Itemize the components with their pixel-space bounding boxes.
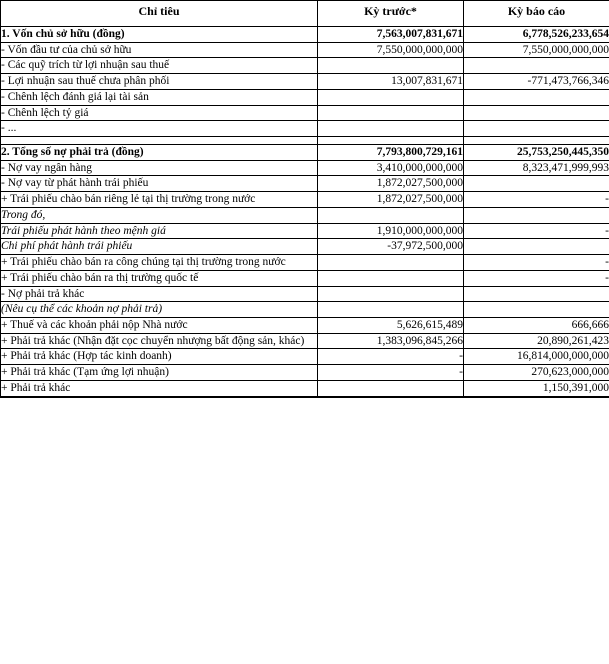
table-row (1, 286, 609, 302)
row-value-current: -771,473,766,346 (464, 74, 609, 90)
row-value-previous (318, 105, 464, 121)
row-value-current (464, 239, 609, 255)
row-label: - Nợ vay ngân hàng (1, 160, 318, 176)
row-label: - Nợ phải trả khác (1, 286, 318, 302)
table-spacer-row (1, 137, 609, 145)
row-label: + Phải trả khác (Nhận đặt cọc chuyển nhượng bất động sản, khác) (1, 333, 318, 349)
column-header-indicator: Chỉ tiêu (1, 1, 318, 27)
row-label: + Phải trả khác (1, 380, 318, 396)
row-value-previous (318, 58, 464, 74)
row-value-previous: -37,972,500,000 (318, 239, 464, 255)
row-value-current: 1,150,391,000 (464, 380, 609, 396)
row-value-previous (318, 286, 464, 302)
table-row (1, 192, 609, 208)
row-value-previous: 7,793,800,729,161 (318, 145, 464, 161)
row-value-current (464, 89, 609, 105)
table-row (1, 255, 609, 271)
bottom-border-cell (1, 396, 318, 397)
row-value-current: 20,890,261,423 (464, 333, 609, 349)
table-row (1, 121, 609, 137)
row-value-current: - (464, 255, 609, 271)
row-label: + Phải trả khác (Tạm ứng lợi nhuận) (1, 365, 318, 381)
row-value-current: 25,753,250,445,350 (464, 145, 609, 161)
row-value-previous: 1,872,027,500,000 (318, 176, 464, 192)
row-value-previous (318, 380, 464, 396)
row-value-current (464, 121, 609, 137)
table-row (1, 302, 609, 318)
row-value-previous (318, 121, 464, 137)
row-label: - Nợ vay từ phát hành trái phiếu (1, 176, 318, 192)
row-label: + Trái phiếu chào bán ra thị trường quốc tế (1, 270, 318, 286)
row-label: 2. Tổng số nợ phải trả (đồng) (1, 145, 318, 161)
row-value-previous: 5,626,615,489 (318, 317, 464, 333)
row-value-previous: 1,383,096,845,266 (318, 333, 464, 349)
table-row (1, 207, 609, 223)
table-row (1, 145, 609, 161)
row-label: + Trái phiếu chào bán ra công chúng tại thị trường trong nước (1, 255, 318, 271)
table-row (1, 58, 609, 74)
row-value-current: 8,323,471,999,993 (464, 160, 609, 176)
row-label: - ... (1, 121, 318, 137)
table-row (1, 239, 609, 255)
row-value-current: - (464, 223, 609, 239)
row-value-previous: 7,550,000,000,000 (318, 42, 464, 58)
table-row (1, 223, 609, 239)
spacer-cell (1, 137, 318, 145)
row-value-previous (318, 270, 464, 286)
table-row (1, 176, 609, 192)
row-value-previous: 3,410,000,000,000 (318, 160, 464, 176)
table-body (1, 27, 609, 398)
row-label: + Trái phiếu chào bán riêng lẻ tại thị trường trong nước (1, 192, 318, 208)
table-bottom-border (1, 396, 609, 397)
row-value-previous: - (318, 365, 464, 381)
row-label: - Chênh lệch tỷ giá (1, 105, 318, 121)
table-row (1, 74, 609, 90)
table-row (1, 270, 609, 286)
row-value-previous: 13,007,831,671 (318, 74, 464, 90)
row-value-previous: 1,910,000,000,000 (318, 223, 464, 239)
row-value-previous (318, 89, 464, 105)
row-value-current: - (464, 192, 609, 208)
row-value-current (464, 207, 609, 223)
row-value-current (464, 286, 609, 302)
row-label: Chi phí phát hành trái phiếu (1, 239, 318, 255)
table-row (1, 349, 609, 365)
table-row (1, 333, 609, 349)
row-value-current (464, 58, 609, 74)
row-value-previous: 7,563,007,831,671 (318, 27, 464, 43)
row-value-previous (318, 255, 464, 271)
row-label: - Chênh lệch đánh giá lại tài sản (1, 89, 318, 105)
table-row (1, 365, 609, 381)
row-value-current: 666,666 (464, 317, 609, 333)
row-value-current: 7,550,000,000,000 (464, 42, 609, 58)
row-value-current (464, 105, 609, 121)
row-value-previous: 1,872,027,500,000 (318, 192, 464, 208)
row-label: Trong đó, (1, 207, 318, 223)
row-value-current: 270,623,000,000 (464, 365, 609, 381)
table-row (1, 380, 609, 396)
row-value-previous (318, 207, 464, 223)
row-value-current: - (464, 270, 609, 286)
table-row (1, 27, 609, 43)
row-label: + Phải trả khác (Hợp tác kinh doanh) (1, 349, 318, 365)
table-row (1, 42, 609, 58)
table-row (1, 160, 609, 176)
row-label: - Lợi nhuận sau thuế chưa phân phối (1, 74, 318, 90)
row-value-current: 6,778,526,233,654 (464, 27, 609, 43)
row-label: - Vốn đầu tư của chủ sở hữu (1, 42, 318, 58)
row-value-current: 16,814,000,000,000 (464, 349, 609, 365)
table-row (1, 105, 609, 121)
row-value-current (464, 176, 609, 192)
row-label: - Các quỹ trích từ lợi nhuận sau thuế (1, 58, 318, 74)
row-value-previous (318, 302, 464, 318)
column-header-reporting-period: Kỳ báo cáo (464, 1, 609, 27)
bottom-border-cell (464, 396, 609, 397)
row-value-previous: - (318, 349, 464, 365)
row-label: 1. Vốn chủ sở hữu (đồng) (1, 27, 318, 43)
column-header-previous-period: Kỳ trước* (318, 1, 464, 27)
bottom-border-cell (318, 396, 464, 397)
table-row (1, 317, 609, 333)
spacer-cell (464, 137, 609, 145)
table-header-row (1, 1, 609, 27)
spacer-cell (318, 137, 464, 145)
row-label: + Thuế và các khoản phải nộp Nhà nước (1, 317, 318, 333)
row-label: Trái phiếu phát hành theo mệnh giá (1, 223, 318, 239)
row-label: (Nêu cụ thể các khoản nợ phải trả) (1, 302, 318, 318)
row-value-current (464, 302, 609, 318)
table-row (1, 89, 609, 105)
